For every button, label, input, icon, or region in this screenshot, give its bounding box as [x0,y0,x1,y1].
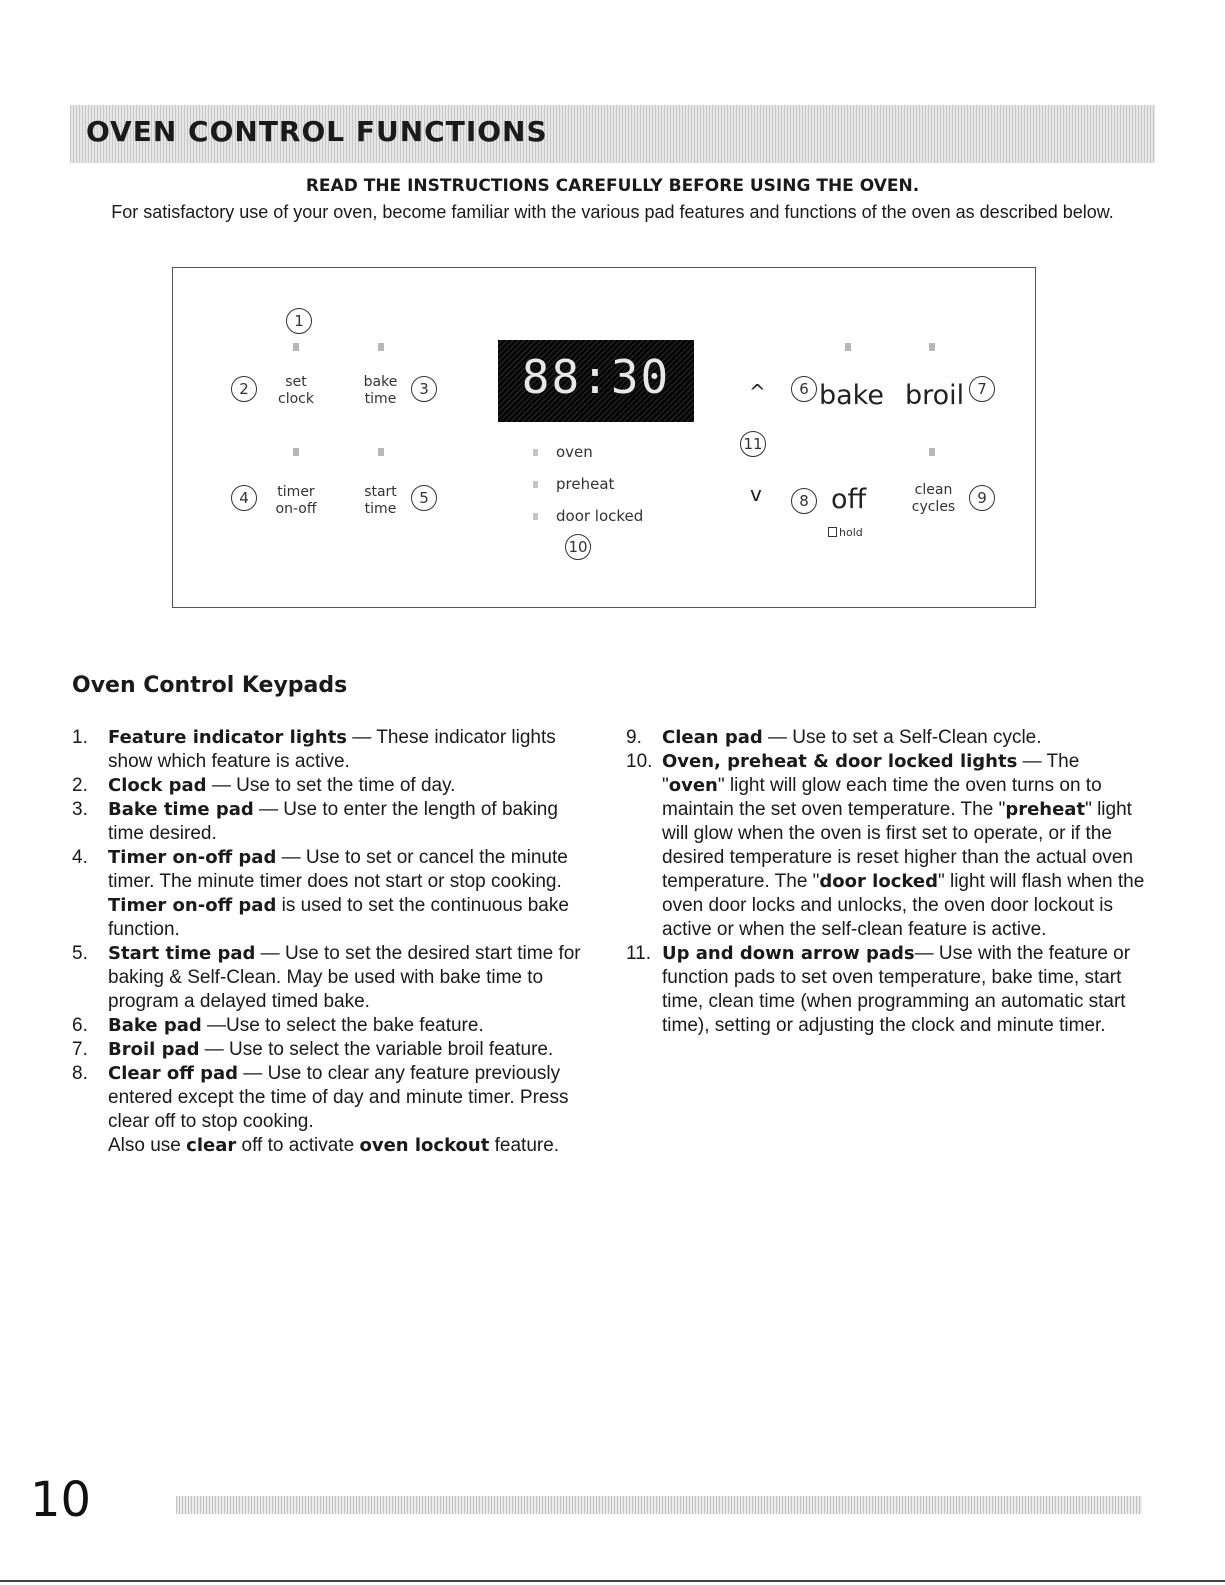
item-extra-line [108,1134,592,1158]
item-text: — Use to set the time of day. [206,775,456,796]
item-text: — Use to set or cancel the minute timer. The minute timer does not start or stop cooking. [108,847,568,892]
intro-text: For satisfactory use of your oven, become familiar with the various pad features and functions of the oven as described below. [111,202,1114,222]
item-text: is used to set the continuous bake function. [108,895,569,940]
item-number: 8. [72,1063,88,1084]
clean-indicator-light [929,448,935,456]
start-time-indicator-light [378,448,384,456]
item-text: — Use to set a Self-Clean cycle. [762,727,1042,748]
item-term: clear [186,1135,237,1156]
item-text: — These indicator lights show which feature is active. [108,727,556,772]
item-text: — Use with the feature or function pads to set oven temperature, bake time, start time, clean time (when programming an automatic start time), setting or adjusting the clock and minute timer. [662,943,1131,1036]
lock-icon [828,527,837,537]
item-number: 11. [626,943,652,964]
list-item [72,798,592,846]
preheat-indicator-light [533,481,538,488]
item-text: —Use to select the bake feature. [201,1015,484,1036]
callout-5: 5 [411,485,437,511]
callout-10: 10 [565,534,591,560]
item-number: 1. [72,727,88,748]
door-locked-indicator-light [533,513,538,520]
control-panel-diagram [172,267,1036,608]
clean-line-2: cycles [911,499,956,515]
list-item [72,1014,592,1038]
hold-label-group [828,526,863,539]
item-number: 4. [72,847,88,868]
callout-2: 2 [231,376,257,402]
bake-time-line-1: bake [363,374,398,390]
display-time: 88:30 [521,350,671,404]
section-title: Oven Control Keypads [72,673,348,698]
item-term: Timer on-off pad [108,895,277,916]
item-text: Also use [108,1135,187,1156]
clock-display [498,340,694,422]
broil-indicator-light [929,343,935,351]
page-number: 10 [30,1472,92,1528]
bake-time-indicator-light [378,343,384,351]
clean-line-1: clean [914,482,953,498]
bottom-rule [0,1580,1225,1582]
item-number: 10. [626,751,653,772]
timer-indicator-light [293,448,299,456]
item-text: feature. [489,1135,560,1156]
footer-bar [176,1496,1142,1514]
timer-on-off-pad[interactable] [261,484,331,518]
callout-11: 11 [740,431,766,457]
item-term: Clock pad [108,775,207,796]
oven-indicator-light [533,449,538,456]
keypad-list-left [72,726,592,1158]
clock-indicator-light [293,343,299,351]
off-pad[interactable]: off [831,484,867,515]
bake-indicator-light [845,343,851,351]
callout-3: 3 [411,376,437,402]
list-item [72,774,592,798]
set-clock-pad[interactable] [261,374,331,408]
item-term: Timer on-off pad [108,847,277,868]
item-term: oven lockout [359,1135,490,1156]
item-term: Clear off pad [108,1063,239,1084]
list-item [72,1062,592,1158]
keypad-list-right [626,726,1146,1038]
hold-label: hold [839,526,863,539]
item-number: 2. [72,775,88,796]
item-text: — The " [662,751,1080,796]
start-time-pad[interactable] [353,484,408,518]
list-item [626,750,1146,942]
callout-6: 6 [791,376,817,402]
section-banner [70,105,1155,163]
item-text: off to activate [236,1135,360,1156]
list-item [626,942,1146,1038]
item-text: " light will glow when the oven is first set to operate, or if the desired temperature is reset higher than the actual oven temperature. The " [662,799,1134,892]
bake-time-pad[interactable] [353,374,408,408]
item-term: Feature indicator lights [108,727,348,748]
list-item [72,1038,592,1062]
item-term: Bake time pad [108,799,254,820]
bake-time-line-2: time [364,391,397,407]
timer-line-1: timer [277,484,315,500]
start-time-line-2: time [364,501,397,517]
item-number: 5. [72,943,88,964]
timer-line-2: on-off [275,501,317,517]
up-arrow-pad[interactable]: ^ [749,380,766,404]
item-text: — Use to clear any feature previously entered except the time of day and minute timer. Press clear off to stop cooking. [108,1063,569,1132]
down-arrow-pad[interactable]: v [750,482,762,506]
item-text: " light will flash when the oven door locks and unlocks, the oven door lockout is active or when the self-clean feature is active. [662,871,1145,940]
item-term: Oven, preheat & door locked lights [662,751,1018,772]
list-item [72,726,592,774]
item-text: — Use to select the variable broil feature. [199,1039,554,1060]
list-item [72,942,592,1014]
item-term: Bake pad [108,1015,202,1036]
item-text: " light will glow each time the oven turns on to maintain the set oven temperature. The " [662,775,1102,820]
item-number: 7. [72,1039,88,1060]
broil-pad[interactable]: broil [905,380,965,411]
banner-title: OVEN CONTROL FUNCTIONS [86,115,548,148]
start-time-line-1: start [364,484,397,500]
item-number: 6. [72,1015,88,1036]
preheat-light-label: preheat [556,475,615,493]
clean-cycles-pad[interactable] [906,482,961,516]
item-term: preheat [1005,799,1086,820]
set-clock-line-2: clock [278,391,314,407]
item-number: 9. [626,727,642,748]
item-term: door locked [819,871,938,892]
list-item [626,726,1146,750]
item-term: oven [668,775,718,796]
read-instructions-heading: READ THE INSTRUCTIONS CAREFULLY BEFORE USING THE OVEN. [305,176,920,196]
item-text: — Use to set the desired start time for baking & Self-Clean. May be used with bake time to program a delayed timed bake. [108,943,581,1012]
item-text: — Use to enter the length of baking time desired. [108,799,558,844]
item-term: Clean pad [662,727,763,748]
callout-9: 9 [969,485,995,511]
callout-4: 4 [231,485,257,511]
callout-1: 1 [286,308,312,334]
list-item [72,846,592,942]
bake-pad[interactable]: bake [819,380,884,411]
item-term: Up and down arrow pads [662,943,915,964]
door-locked-light-label: door locked [556,507,644,525]
item-number: 3. [72,799,88,820]
callout-7: 7 [969,376,995,402]
oven-light-label: oven [556,443,593,461]
item-term: Broil pad [108,1039,200,1060]
set-clock-line-1: set [285,374,307,390]
callout-8: 8 [791,488,817,514]
item-term: Start time pad [108,943,256,964]
